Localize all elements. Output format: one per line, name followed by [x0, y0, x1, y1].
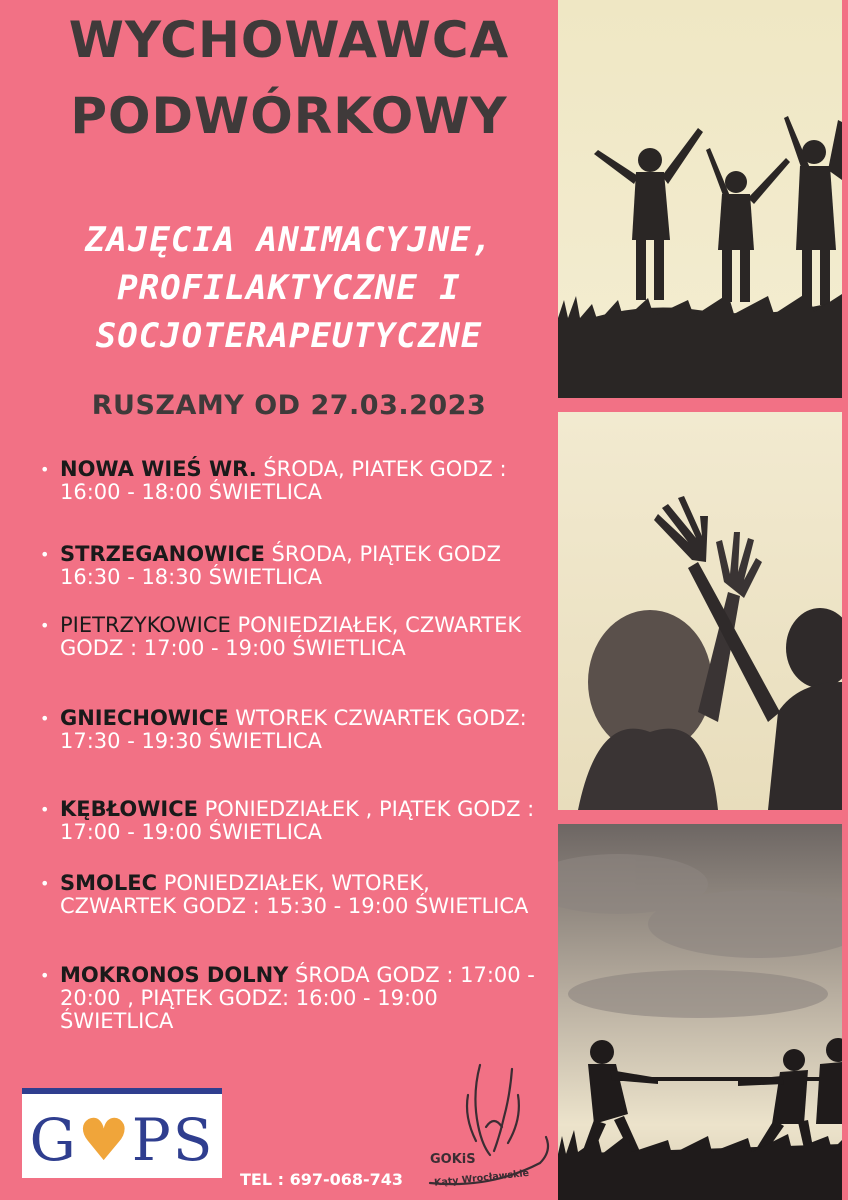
place-details: PONIEDZIAŁEK , PIĄTEK GODZ : 17:00 - 19:00 ŚWIETLICA — [60, 797, 535, 844]
list-item — [40, 798, 550, 844]
gops-letter-g: G — [29, 1106, 78, 1174]
bullet-icon: • — [40, 460, 50, 479]
place-details: WTOREK CZWARTEK GODZ: 17:30 - 19:30 ŚWIETLICA — [60, 706, 527, 753]
place-name: SMOLEC — [60, 871, 158, 895]
gokis-city: Kąty Wrocławskie — [433, 1167, 530, 1189]
bullet-icon: • — [40, 709, 50, 728]
place-name: KĘBŁOWICE — [60, 797, 198, 821]
place-details: ŚRODA GODZ : 17:00 - 20:00 , PIĄTEK GODZ: 16:00 - 19:00 ŚWIETLICA — [60, 963, 535, 1033]
place-name: GNIECHOWICE — [60, 706, 229, 730]
place-details: PONIEDZIAŁEK, CZWARTEK GODZ : 17:00 - 19:00 ŚWIETLICA — [60, 613, 522, 660]
title-line-2: PODWÓRKOWY — [70, 87, 508, 145]
gops-logo — [22, 1088, 222, 1178]
place-name: STRZEGANOWICE — [60, 542, 265, 566]
bullet-icon: • — [40, 874, 50, 893]
list-item — [40, 872, 550, 918]
gops-logo-text — [22, 1106, 222, 1174]
bullet-icon: • — [40, 800, 50, 819]
start-date: RUSZAMY OD 27.03.2023 — [91, 390, 487, 421]
list-item — [40, 614, 550, 660]
photo-tug-of-war — [558, 824, 842, 1200]
place-name: NOWA WIEŚ WR. — [60, 457, 257, 481]
photo-children-high-five — [558, 412, 842, 810]
photo-children-arms-raised — [558, 0, 842, 398]
place-details: PONIEDZIAŁEK, WTOREK, CZWARTEK GODZ : 15:30 - 19:00 ŚWIETLICA — [60, 871, 529, 918]
bullet-icon: • — [40, 545, 50, 564]
place-name: MOKRONOS DOLNY — [60, 963, 289, 987]
bullet-icon: • — [40, 616, 50, 635]
list-item — [40, 964, 550, 1033]
contact-phone: TEL : 697-068-743 — [240, 1170, 404, 1189]
subtitle-line-3: SOCJOTERAPEUTYCZNE — [95, 316, 483, 356]
gops-logo-bar — [22, 1088, 222, 1094]
bullet-icon: • — [40, 966, 50, 985]
gokis-name: GOKiS — [430, 1152, 476, 1167]
place-name: PIETRZYKOWICE — [60, 613, 231, 637]
heart-icon: ♥ — [77, 1106, 132, 1174]
place-details: ŚRODA, PIATEK GODZ : 16:00 - 18:00 ŚWIETLICA — [60, 457, 507, 504]
list-item — [40, 543, 550, 589]
list-item — [40, 458, 550, 504]
title-line-1: WYCHOWAWCA — [68, 11, 510, 69]
gokis-logo — [420, 1055, 560, 1195]
subtitle-line-2: PROFILAKTYCZNE I — [117, 268, 461, 308]
subtitle-line-1: ZAJĘCIA ANIMACYJNE, — [85, 220, 493, 260]
gops-letters-ps: PS — [131, 1106, 215, 1174]
place-details: ŚRODA, PIĄTEK GODZ 16:30 - 18:30 ŚWIETLICA — [60, 542, 501, 589]
list-item — [40, 707, 550, 753]
